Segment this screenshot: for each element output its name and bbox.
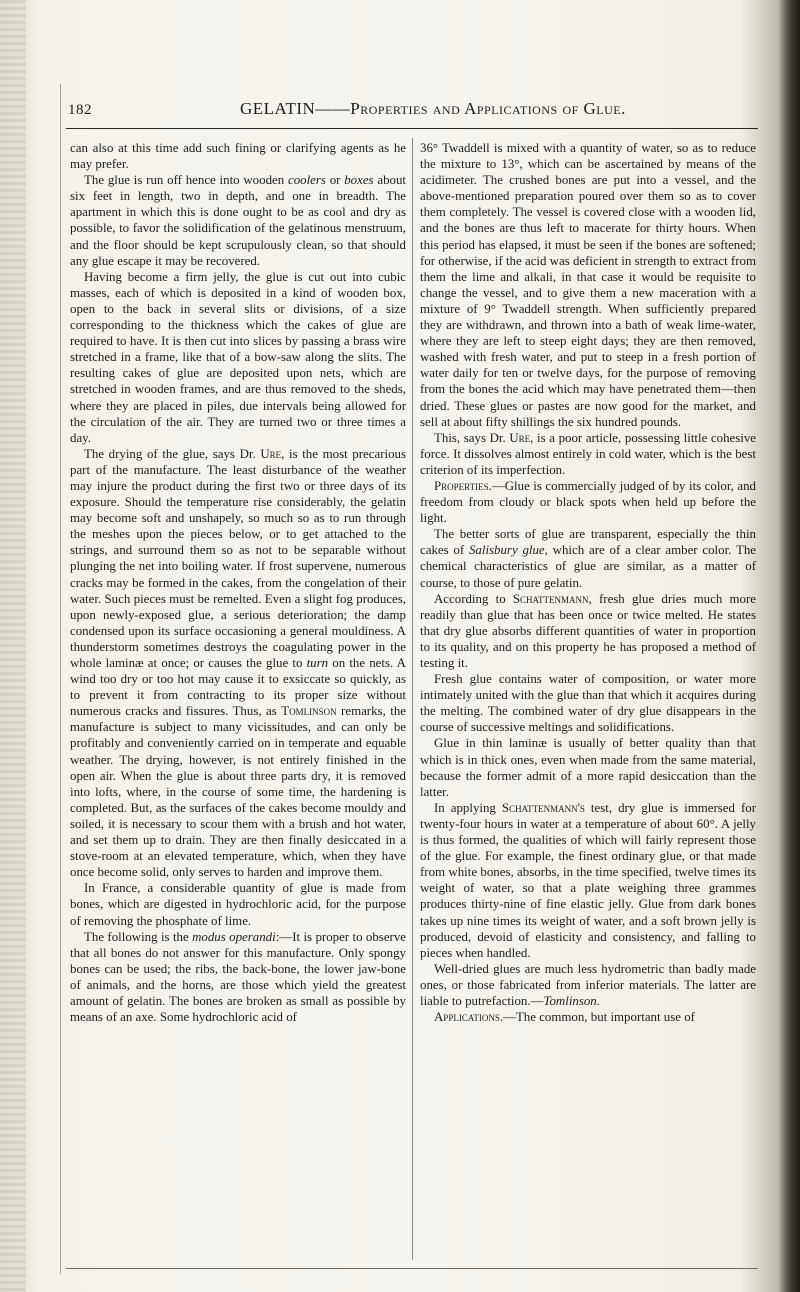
italic-text: coolers <box>287 173 326 188</box>
paragraph <box>420 1009 756 1025</box>
running-title-main: GELATIN <box>240 99 316 118</box>
paragraph: Having become a firm jelly, the glue is cut out into cubic masses, each of which is deposited in a kind of wooden box, open to the back in several slits or divisions, of a size corresponding to the thickness which the cakes of glue are required to have. It is then cut into slices by passing a brass wire stretched in a frame, like that of a bow-saw along the slits. The resulting cakes of glue are deposited upon nets, which are stretched in wooden frames, and are thus removed to the sheds, where they are placed in piles, due intervals being allowed for the circulation of the air. They are turned two or three times a day. <box>70 269 406 445</box>
text-run: , fresh glue dries much more readily than glue that has been once or twice melted. He states that dry glue absorbs different quantities of water in proportion to its quality, and on this property he has proposed a method of testing it. <box>420 591 756 670</box>
italic-text: boxes <box>344 173 374 188</box>
paragraph <box>70 446 406 881</box>
text-run: According to <box>434 591 513 606</box>
right-text-column <box>420 140 756 1260</box>
column-divider <box>412 138 413 1260</box>
text-run: :—It is proper to observe that all bones do not answer for this manufacture. Only spongy bones can be used; the ribs, the back-bone, the lower jaw-bone of animals, and the horns, are those which yield the greatest amount of gelatin. The bones are broken as small as possible by means of an axe. Some hydrochloric acid of <box>70 929 406 1025</box>
running-title-dash: —— <box>315 99 351 118</box>
page-binding-edge <box>0 0 26 1292</box>
paragraph: Glue in thin laminæ is usually of better quality than that which is in thick ones, even when made from the same material, because the former admit of a more rapid desiccation than the latter. <box>420 736 756 799</box>
paragraph <box>420 526 756 590</box>
page-frame-line <box>60 84 61 1274</box>
text-run: —Glue is commercially judged of by its color, and freedom from cloudy or black spots when held up before the light. <box>420 478 756 526</box>
small-caps-text: Schattenmann's <box>501 800 585 815</box>
italic-text: modus operandi <box>192 929 276 944</box>
italic-text: Tomlinson. <box>543 993 600 1008</box>
left-text-column <box>70 140 406 1260</box>
text-run: The following is the <box>84 929 193 944</box>
paragraph <box>420 800 756 961</box>
text-run: test, dry glue is immersed for twenty-four hours in water at a temperature of about 60°. A jelly is thus formed, the qualities of which will fairly represent those of the glue. For example, the finest ordinary glue, or that made from white bones, absorbs, in the time specified, twelve times its weight of water, so that a plate weighing three grammes produces thirty-nine of fine elastic jelly. Glue from dark bones takes up nine times its weight of water, and a soft brown jelly is produced, devoid of elasticity and consistency, and falling to pieces when handled. <box>420 800 756 960</box>
text-run: , is the most precarious part of the manufacture. The least disturbance of the weather may injure the product during the first two or three days of its exposure. Should the temperature rise considerably, the gelatin may become soft and unshapely, so much so as to run through the meshes upon the pieces below, or to get attached to the strings, and surround them so as not to be separable without plunging the net into boiling water. If frost supervene, numerous cracks may be formed in the cakes, from the congelation of their water. Such pieces must be remelted. Even a slight fog produces, upon newly-exposed glue, a serious deterioration; the damp condensed upon its surface occasioning a general mouldiness. A thunderstorm sometimes destroys the coagulating power in the whole laminæ at once; or causes the glue to <box>70 446 406 670</box>
running-title <box>240 99 626 119</box>
text-run: , which are of a clear amber color. The chemical characteristics of glue are similar, as a matter of course, to those of pure gelatin. <box>420 543 756 590</box>
italic-text: turn <box>306 656 329 670</box>
small-caps-text: Ure <box>509 430 531 445</box>
text-run: The drying of the glue, says Dr. <box>84 446 261 461</box>
italic-text: Salisbury glue <box>468 543 545 558</box>
text-run: on the nets. A wind too dry or too hot may cause it to exsiccate so quickly, as to prevent it from contracting to its proper size without numerous cracks and fissures. Thus, as <box>70 656 406 719</box>
small-caps-text: Applications. <box>434 1010 504 1025</box>
paragraph: can also at this time add such fining or clarifying agents as he may prefer. <box>70 141 406 172</box>
paragraph <box>420 478 756 526</box>
text-run: about six feet in length, two in depth, and one in breadth. The apartment in which this is done ought to be as cool and dry as possible, to favor the solidification of the gelatinous menstruum, and the floor should be kept scrupulously clean, so that should any glue escape it may be recovered. <box>70 173 406 268</box>
paragraph: Fresh glue contains water of composition, or water more intimately united with the glue than that which it acquires during the melting. The combined water of dry glue disappears in the course of successive meltings and solidifications. <box>420 672 756 735</box>
footer-rule <box>66 1268 758 1269</box>
small-caps-text: Properties. <box>434 478 492 493</box>
text-run: The better sorts of glue are transparent, especially the thin cakes of <box>420 527 756 558</box>
running-title-section: Properties and Applications of Glue. <box>350 99 626 118</box>
paragraph: 36° Twaddell is mixed with a quantity of water, so as to reduce the mixture to 13°, which can be ascertained by means of the acidimeter. The crushed bones are put into a vessel, and the above-mentioned preparation poured over them so as to cover them completely. The vessel is covered close with a wooden lid, and the bones are thus left to macerate for thirty hours. When this period has elapsed, it must be seen if the bones are softened; for otherwise, if the acid was deficient in strength to extract from them the lime and alkali, in that case it would be requisite to change the vessel, and to give them a new maceration with a mixture of 9° Twaddell strength. When sufficiently prepared they are withdrawn, and thrown into a bath of weak lime-water, where they are left to steep eight days; they are then removed, washed with fresh water, and put to steep in a fresh portion of water daily for ten or twelve days, for the purpose of removing from the bones the acid which may have penetrated them—then dried. These glues or pastes are now good for the market, and sell at about fifty shillings the six hundred pounds. <box>420 141 756 429</box>
small-caps-text: Tomlinson <box>281 704 337 719</box>
paragraph <box>420 961 756 1009</box>
text-run: remarks, the manufacture is subject to many vicissitudes, and can only be profitably and conveniently carried on in temperate and equable weather. The drying, however, is not entirely finished in the open air. When the glue is about three parts dry, it is removed into lofts, where, in the course of some time, the hardening is completed. But, as the surfaces of the cakes become mouldy and soiled, it is necessary to scour them with a brush and hot water, and set them up to drain. They are then finally desiccated in a stove-room at an elevated temperature, which, when they have once become solid, only serves to harden and improve them. <box>70 704 406 880</box>
page-shadow-edge <box>778 0 800 1292</box>
page-number: 182 <box>68 102 92 118</box>
text-run: The glue is run off hence into wooden <box>84 173 288 188</box>
text-run: Well-dried glues are much less hydrometric than badly made ones, or those fabricated from inferior materials. The latter are liable to putrefaction.— <box>420 961 756 1008</box>
text-run: , is a poor article, possessing little cohesive force. It dissolves almost entirely in cold water, which is the best criterion of its imperfection. <box>420 430 756 477</box>
small-caps-text: Ure <box>260 446 282 461</box>
paragraph <box>420 591 756 671</box>
paragraph: In France, a considerable quantity of glue is made from bones, which are digested in hydrochloric acid, for the purpose of removing the phosphate of lime. <box>70 881 406 928</box>
paragraph <box>70 929 406 1026</box>
text-run: This, says Dr. <box>434 430 510 445</box>
small-caps-text: Schattenmann <box>512 591 589 606</box>
text-run: In applying <box>434 800 502 815</box>
text-run: or <box>325 173 345 188</box>
header-rule <box>66 128 758 129</box>
paragraph <box>420 430 756 478</box>
paragraph <box>70 172 406 269</box>
running-header <box>68 98 758 128</box>
text-run: —The common, but important use of <box>503 1010 695 1025</box>
